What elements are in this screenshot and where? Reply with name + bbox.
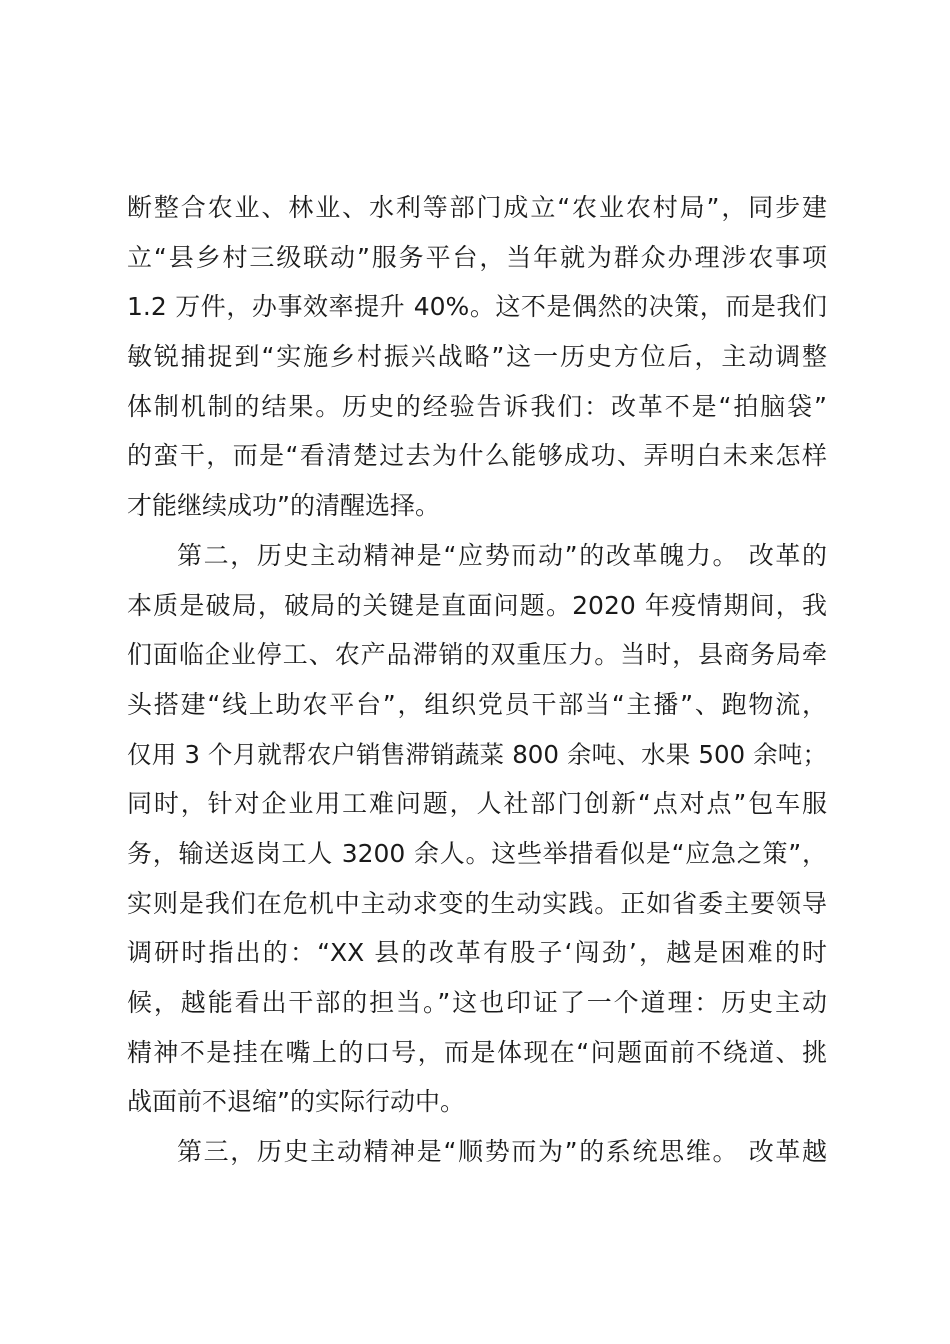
text-line: 头搭建“线上助农平台”，组织党员干部当“主播”、跑物流， — [127, 689, 827, 719]
text-line: 本质是破局，破局的关键是直面问题。2020 年疫情期间，我 — [127, 590, 827, 620]
text-line: 同时，针对企业用工难问题，人社部门创新“点对点”包车服 — [127, 789, 827, 819]
text-line: 第二，历史主动精神是“应势而动”的改革魄力。 改革的 — [177, 540, 827, 570]
text-line: 实则是我们在危机中主动求变的生动实践。正如省委主要领导 — [127, 888, 827, 918]
text-line: 敏锐捕捉到“实施乡村振兴战略”这一历史方位后，主动调整 — [127, 342, 827, 372]
text-line: 战面前不退缩”的实际行动中。 — [127, 1087, 465, 1117]
body-text — [127, 183, 827, 1177]
text-line: 体制机制的结果。历史的经验告诉我们：改革不是“拍脑袋” — [127, 391, 827, 421]
text-line: 立“县乡村三级联动”服务平台，当年就为群众办理涉农事项 — [127, 242, 827, 272]
text-line: 们面临企业停工、农产品滞销的双重压力。当时，县商务局牵 — [127, 640, 827, 670]
text-line: 第三，历史主动精神是“顺势而为”的系统思维。 改革越 — [177, 1137, 827, 1167]
text-line: 务，输送返岗工人 3200 余人。这些举措看似是“应急之策”， — [127, 838, 827, 868]
text-line: 才能继续成功”的清醒选择。 — [127, 491, 440, 521]
text-line: 精神不是挂在嘴上的口号，而是体现在“问题面前不绕道、挑 — [127, 1037, 827, 1067]
text-line: 候，越能看出干部的担当。”这也印证了一个道理：历史主动 — [127, 988, 827, 1017]
text-line: 的蛮干，而是“看清楚过去为什么能够成功、弄明白未来怎样 — [127, 441, 827, 471]
text-line: 1.2 万件，办事效率提升 40%。这不是偶然的决策，而是我们 — [127, 292, 827, 322]
text-line: 调研时指出的：“XX 县的改革有股子‘闯劲’，越是困难的时 — [127, 938, 827, 968]
text-line: 断整合农业、林业、水利等部门成立“农业农村局”，同步建 — [127, 193, 827, 222]
text-line: 仅用 3 个月就帮农户销售滞销蔬菜 800 余吨、水果 500 余吨； — [127, 739, 827, 769]
